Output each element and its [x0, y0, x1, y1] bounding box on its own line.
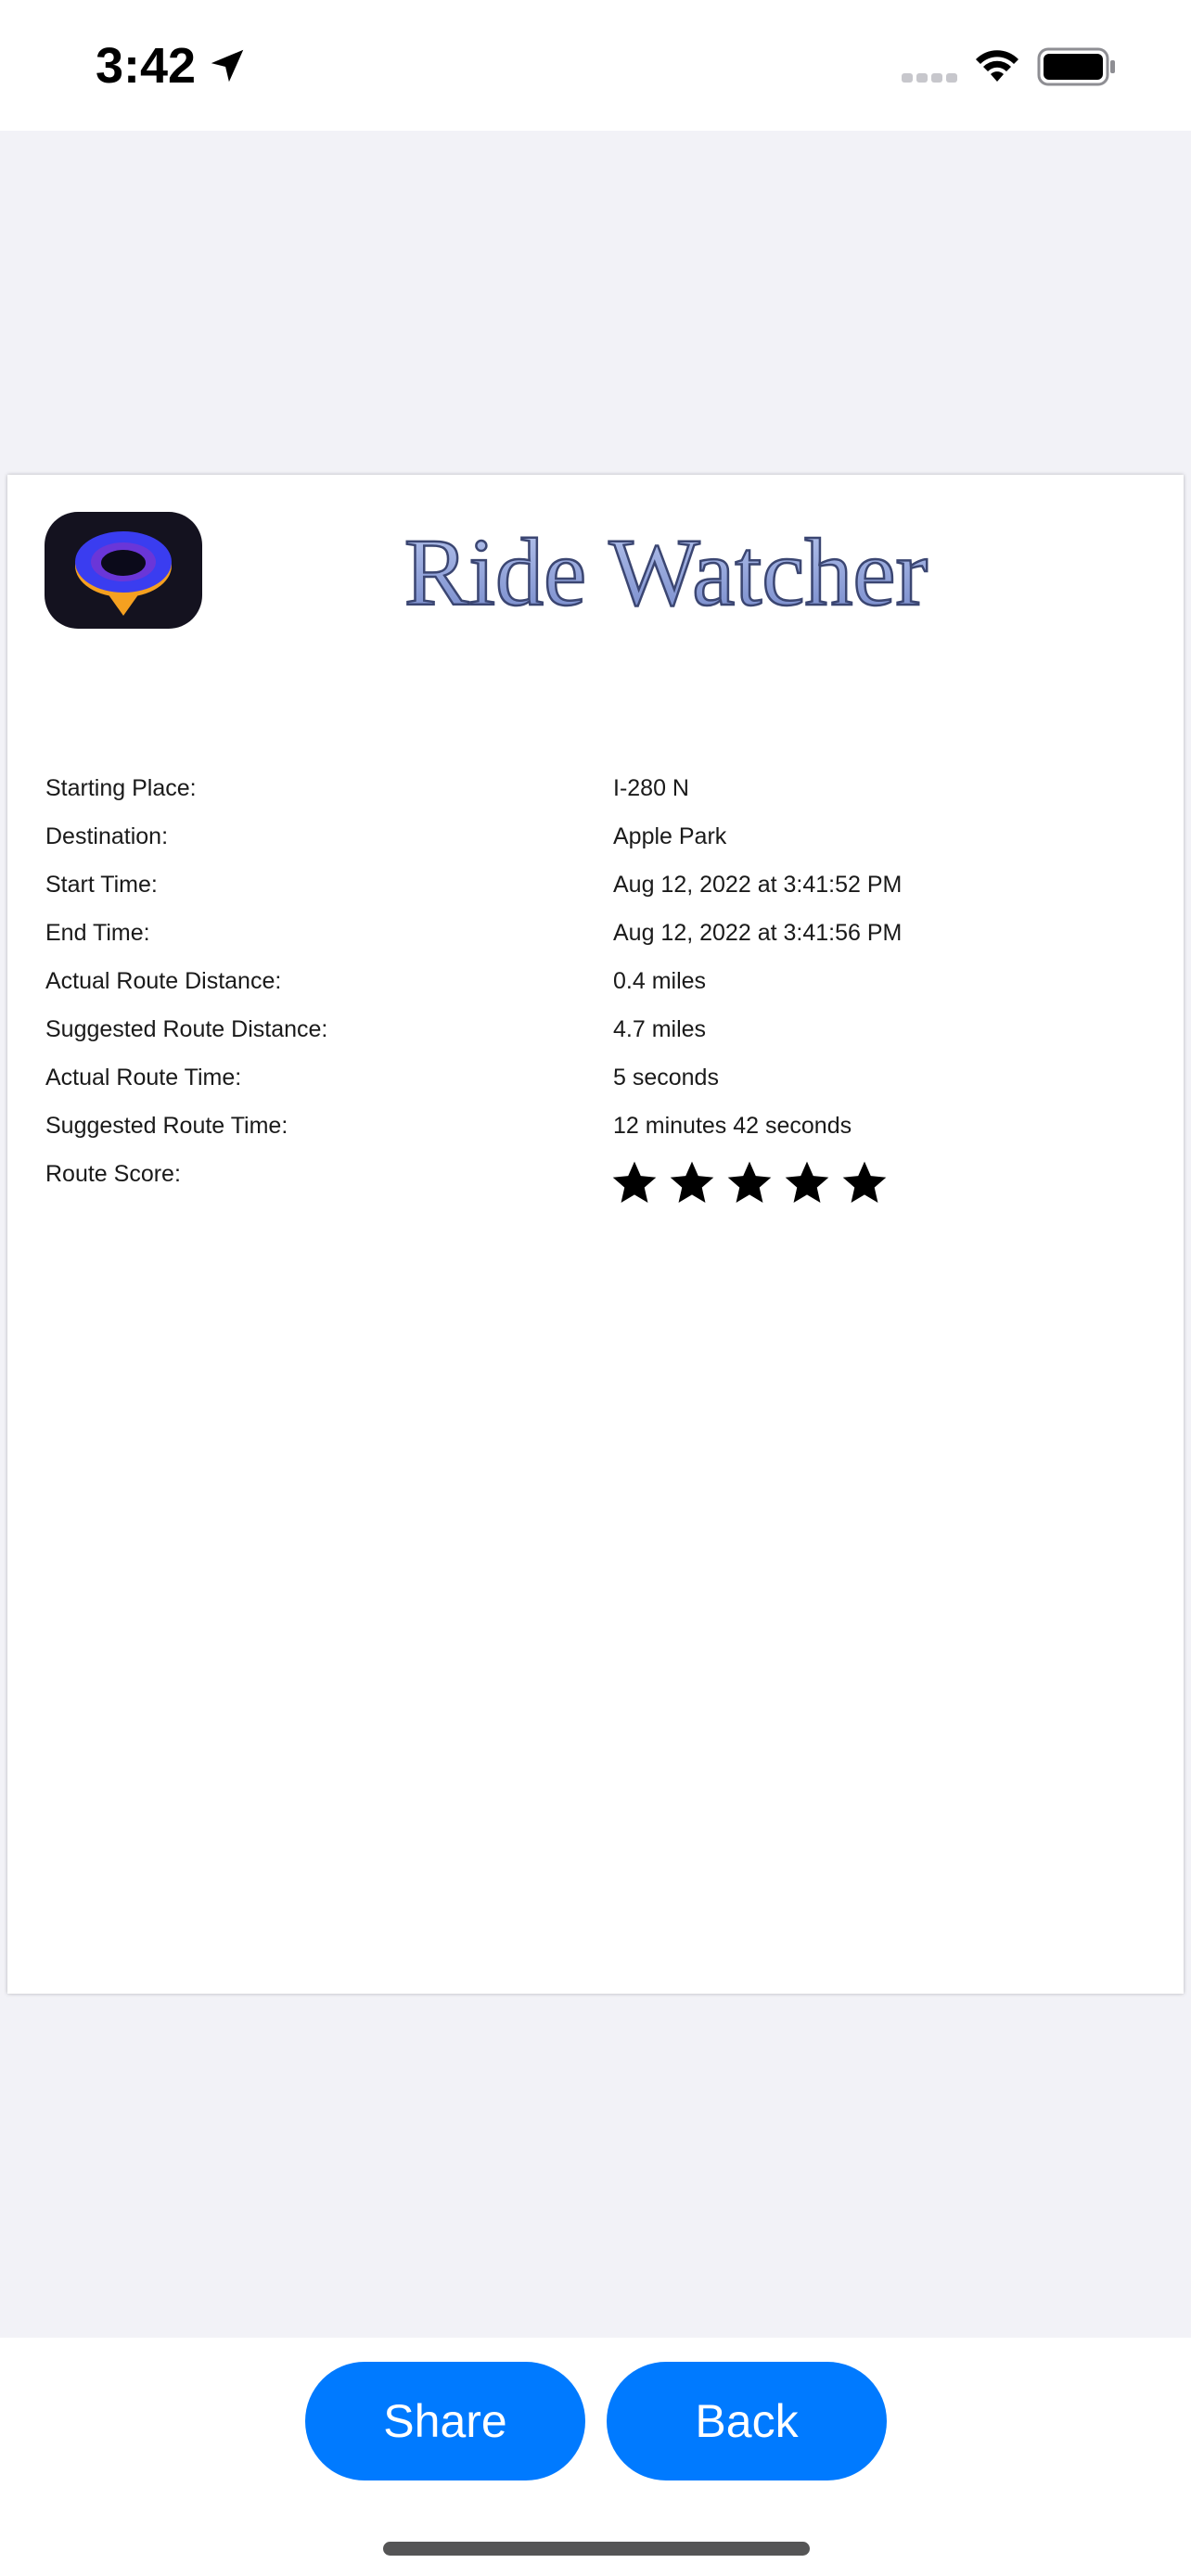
detail-label: Suggested Route Distance:: [45, 1016, 328, 1042]
star-icon: [606, 1157, 663, 1209]
detail-label: End Time:: [45, 920, 150, 946]
detail-value: 12 minutes 42 seconds: [613, 1113, 852, 1139]
detail-label: Destination:: [45, 823, 169, 849]
detail-row: [45, 768, 1159, 816]
detail-value: Aug 12, 2022 at 3:41:56 PM: [613, 920, 903, 946]
status-bar: [0, 0, 1191, 131]
detail-row: [45, 912, 1159, 961]
detail-value: Apple Park: [613, 823, 727, 849]
back-button[interactable]: Back: [607, 2362, 887, 2480]
route-score-stars: [606, 1157, 893, 1209]
detail-row: [45, 864, 1159, 912]
star-icon: [663, 1157, 721, 1209]
status-time: 3:42: [96, 38, 197, 94]
detail-label: Suggested Route Time:: [45, 1113, 288, 1139]
detail-row: [45, 816, 1159, 864]
battery-icon: [1037, 46, 1117, 87]
wifi-icon: [974, 46, 1020, 83]
detail-row: [45, 1057, 1159, 1105]
detail-label: Actual Route Distance:: [45, 968, 282, 994]
detail-row: [45, 1105, 1159, 1154]
detail-value: 5 seconds: [613, 1065, 719, 1090]
route-score-row: [45, 1154, 1159, 1202]
detail-label: Actual Route Time:: [45, 1065, 242, 1090]
share-button[interactable]: Share: [305, 2362, 585, 2480]
star-icon: [836, 1157, 893, 1209]
detail-row: [45, 961, 1159, 1009]
cellular-signal-icon: [902, 71, 959, 84]
home-indicator[interactable]: [383, 2542, 810, 2556]
location-arrow-icon: [206, 45, 249, 87]
bottom-action-bar: [0, 2338, 1191, 2576]
detail-value: 0.4 miles: [613, 968, 707, 994]
ride-details: [45, 768, 1159, 1202]
app-title: [360, 512, 972, 632]
star-icon: [721, 1157, 778, 1209]
detail-label: Start Time:: [45, 872, 158, 898]
ride-watcher-logo-icon: [45, 512, 202, 629]
detail-value: I-280 N: [613, 775, 689, 801]
detail-label: Starting Place:: [45, 775, 197, 801]
route-score-label: Route Score:: [45, 1161, 181, 1187]
detail-value: Aug 12, 2022 at 3:41:52 PM: [613, 872, 903, 898]
ride-report-card: [7, 475, 1184, 1994]
star-icon: [778, 1157, 836, 1209]
detail-row: [45, 1009, 1159, 1057]
app-title-text: Ride Watcher: [403, 519, 928, 626]
detail-value: 4.7 miles: [613, 1016, 707, 1042]
